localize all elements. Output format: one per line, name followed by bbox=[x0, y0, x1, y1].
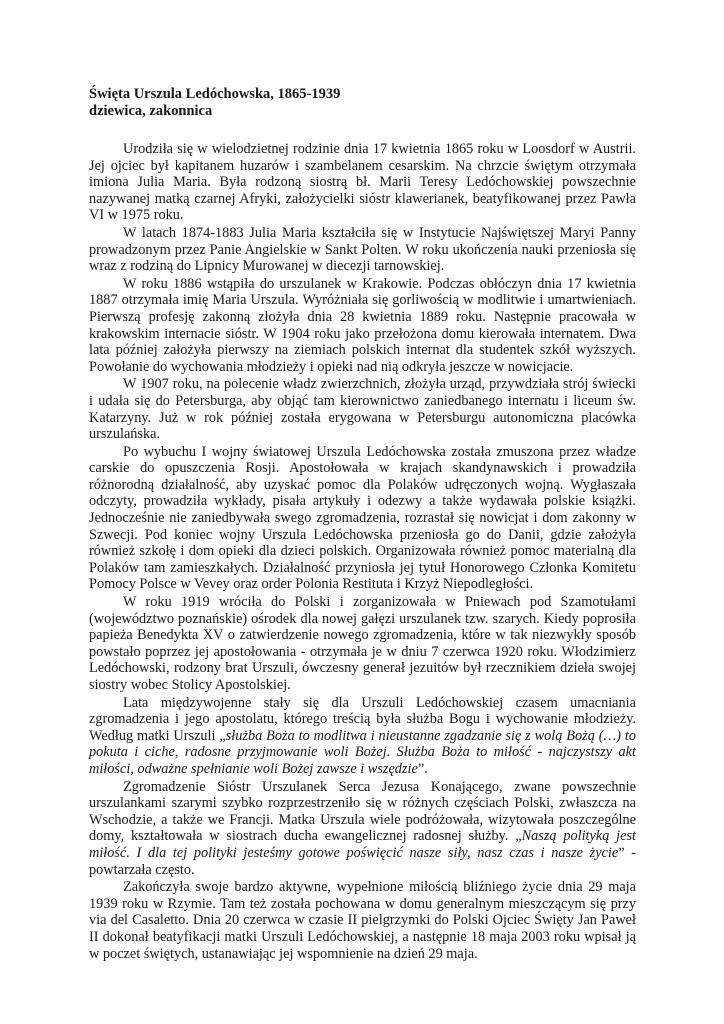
paragraph bbox=[89, 695, 636, 778]
document-title bbox=[89, 86, 636, 120]
paragraph bbox=[89, 594, 636, 694]
italic-quote: Naszą polityką jest miłość. I dla tej polityki jesteśmy gotowe poświęcić nasze siły, nasz czas i nasze życie bbox=[89, 828, 636, 861]
title-line-2: dziewica, zakonnica bbox=[89, 103, 213, 119]
paragraph bbox=[89, 376, 636, 442]
paragraph-text: W latach 1874-1883 Julia Maria kształciła się w Instytucie Najświętszej Maryi Panny prowadzonym przez Panie Angielskie w Sankt Polten. W roku ukończenia nauki przeniosła się wraz z rodziną do Lipnicy Murowanej w diecezji tarnowskiej. bbox=[89, 224, 636, 275]
document-body bbox=[89, 141, 636, 962]
italic-quote: służba Boża to modlitwa i nieustanne zgadzanie się z wolą Bożą (…) to pokuta i ciche, radosne przyjmowanie woli Bożej. Służba Boża to miłość - najczystszy akt miłości, odważne spełnianie woli Bożej zawsze i wszędzie bbox=[89, 727, 636, 777]
paragraph-text: W 1907 roku, na polecenie władz zwierzchnich, złożyła urząd, przywdziała strój świecki i udała się do Petersburga, aby objąć tam kierownictwo zaniedbanego internatu i liceum św. Katarzyny. Już w rok później została erygowana w Petersburgu autonomiczna placówka urszulańska. bbox=[89, 376, 636, 443]
paragraph-text: W roku 1919 wróciła do Polski i zorganizowała w Pniewach pod Szamotułami (województwo poznańskie) ośrodek dla nowej gałęzi urszulanek tzw. szarych. Kiedy poprosiła papieża Benedykta XV o zatwierdzenie nowego zgromadzenia, które w tak niezwykły sposób powstało poprzez jej apostołowania - otrzymała je w dniu 7 czerwca 1920 roku. Włodzimierz Ledóchowski, rodzony brat Urszuli, ówczesny generał jezuitów był rzecznikiem dzieła swojej siostry wobec Stolicy Apostolskiej. bbox=[89, 594, 636, 693]
paragraph bbox=[89, 141, 636, 224]
paragraph bbox=[89, 879, 636, 962]
paragraph bbox=[89, 225, 636, 275]
title-line-1: Święta Urszula Ledóchowska, 1865-1939 bbox=[89, 86, 341, 102]
paragraph-text: Lata międzywojenne stały się dla Urszuli Ledóchowskiej czasem umacniania zgromadzenia i jego apostolatu, którego treścią była służba Bogu i wychowanie młodzieży. Według matki Urszuli „ bbox=[89, 694, 636, 744]
paragraph-text: Urodziła się w wielodzietnej rodzinie dnia 17 kwietnia 1865 roku w Loosdorf w Austrii. Jej ojciec był kapitanem huzarów i szambelanem cesarskim. Na chrzcie świętym otrzymała imiona Julia Maria. Była rodzoną siostrą bł. Marii Teresy Ledóchowskiej powszechnie nazywanej matką czarnej Afryki, założycielki sióstr klawerianek, beatyfikowanej przez Pawła VI w 1975 roku. bbox=[89, 141, 636, 224]
paragraph-text: ” - powtarzała często. bbox=[89, 844, 636, 878]
document-page bbox=[89, 86, 636, 962]
paragraph-text: W roku 1886 wstąpiła do urszulanek w Krakowie. Podczas obłóczyn dnia 17 kwietnia 1887 otrzymała imię Maria Urszula. Wyróżniała się gorliwością w modlitwie i umartwieniach. Pierwszą profesję zakonną złożyła dnia 28 kwietnia 1889 roku. Następnie pracowała w krakowskim internacie sióstr. W 1904 roku jako przełożona domu kierowała internatem. Dwa lata później założyła pierwszy na ziemiach polskich internat dla studentek szkół wyższych. Powołanie do wychowania młodzieży i opieki nad nią odkryła jeszcze w nowicjacie. bbox=[89, 275, 636, 375]
paragraph bbox=[89, 444, 636, 593]
paragraph bbox=[89, 276, 636, 376]
paragraph-text: ”. bbox=[417, 760, 428, 777]
paragraph-text: Zakończyła swoje bardzo aktywne, wypełnione miłością bliźniego życie dnia 29 maja 1939 roku w Rzymie. Tam też została pochowana w domu generalnym mieszczącym się przy via del Casaletto. Dnia 20 czerwca w czasie II pielgrzymki do Polski Ojciec Święty Jan Paweł II dokonał beatyfikacji matki Urszuli Ledóchowskiej, a następnie 18 maja 2003 roku wpisał ją w poczet świętych, ustanawiając jej wspomnienie na dzień 29 maja. bbox=[89, 879, 636, 962]
paragraph bbox=[89, 779, 636, 879]
paragraph-text: Po wybuchu I wojny światowej Urszula Ledóchowska została zmuszona przez władze carskie do opuszczenia Rosji. Apostołowała w krajach skandynawskich i prowadziła różnorodną działalność, aby uzyskać pomoc dla Polaków udręczonych wojną. Wygłaszała odczyty, prowadziła wykłady, pisała artykuły i odezwy a także wydawała polskie książki. Jednocześnie nie zaniedbywała swego zgromadzenia, rozrastał się nowicjat i dom zakonny w Szwecji. Pod koniec wojny Urszula Ledóchowska przeniosła go do Danii, gdzie założyła również szkołę i dom opieki dla dzieci polskich. Organizowała również pomoc materialną dla Polaków tam zamieszkałych. Działalność przyniosła jej tytuł Honorowego Członka Komitetu Pomocy Polsce w Vevey oraz order Polonia Restituta i Krzyż Niepodległości. bbox=[89, 443, 636, 593]
paragraph-text: Zgromadzenie Sióstr Urszulanek Serca Jezusa Konającego, zwane powszechnie urszulankami szarymi szybko rozprzestrzeniło się w różnych częściach Polski, zwłaszcza na Wschodzie, a także we Francji. Matka Urszula wiele podróżowała, wizytowała poszczególne domy, kształtowała w siostrach ducha ewangelicznej radosnej służby. „ bbox=[89, 778, 636, 845]
